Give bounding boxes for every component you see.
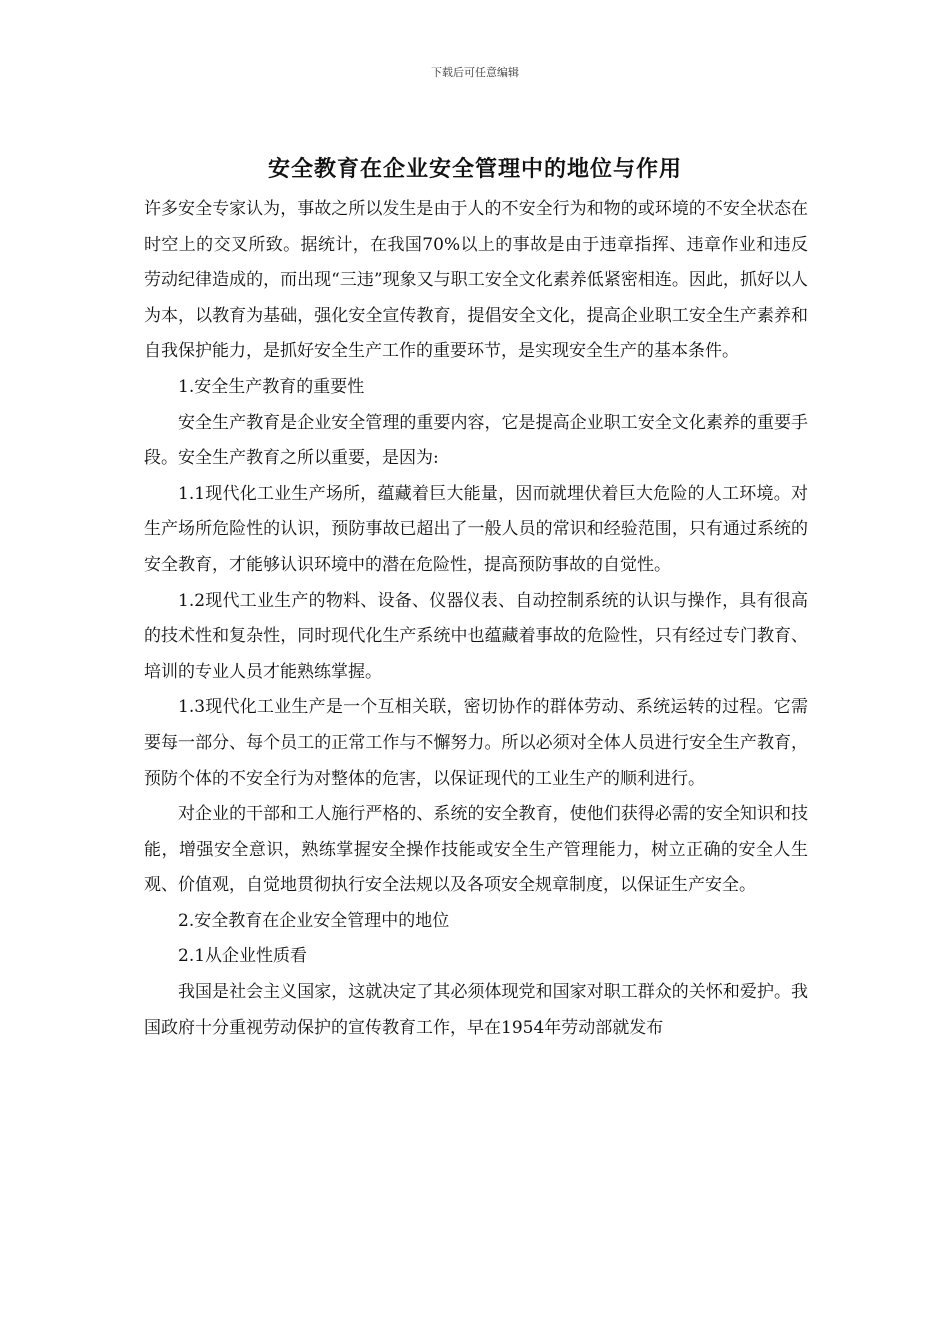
subsection-heading-2-1: 2.1从企业性质看 <box>178 946 308 967</box>
paragraph: 对企业的干部和工人施行严格的、系统的安全教育，使他们获得必需的安全知识和技能，增强安全意识，熟练掌握安全操作技能或安全生产管理能力，树立正确的安全人生观、价值观，自觉地贯彻执行安全法规以及各项安全规章制度，以保证生产安全。 <box>144 804 808 896</box>
paragraph: 1.2现代工业生产的物料、设备、仪器仪表、自动控制系统的认识与操作，具有很高的技术性和复杂性，同时现代化生产系统中也蕴藏着事故的危险性，只有经过专门教育、培训的专业人员才能熟练掌握。 <box>144 590 808 682</box>
section-heading-1: 1.安全生产教育的重要性 <box>178 376 365 397</box>
document-title: 安全教育在企业安全管理中的地位与作用 <box>267 157 682 182</box>
document-body <box>144 192 808 1046</box>
section-heading-2: 2.安全教育在企业安全管理中的地位 <box>178 910 450 931</box>
paragraph: 1.3现代化工业生产是一个互相关联，密切协作的群体劳动、系统运转的过程。它需要每一部分、每个员工的正常工作与不懈努力。所以必须对全体人员进行安全生产教育，预防个体的不安全行为对整体的危害，以保证现代的工业生产的顺利进行。 <box>144 697 808 789</box>
paragraph: 1.1现代化工业生产场所，蕴藏着巨大能量，因而就埋伏着巨大危险的人工环境。对生产场所危险性的认识，预防事故已超出了一般人员的常识和经验范围，只有通过系统的安全教育，才能够认识环境中的潜在危险性，提高预防事故的自觉性。 <box>144 483 808 575</box>
paragraph: 安全生产教育是企业安全管理的重要内容，它是提高企业职工安全文化素养的重要手段。安全生产教育之所以重要，是因为: <box>144 412 808 469</box>
paragraph: 我国是社会主义国家，这就决定了其必须体现党和国家对职工群众的关怀和爱护。我国政府十分重视劳动保护的宣传教育工作，早在1954年劳动部就发布 <box>144 982 808 1038</box>
paragraph-intro: 许多安全专家认为，事故之所以发生是由于人的不安全行为和物的或环境的不安全状态在时空上的交叉所致。据统计，在我国70%以上的事故是由于违章指挥、违章作业和违反劳动纪律造成的，而出现“三违”现象又与职工安全文化素养低紧密相连。因此，抓好以人为本，以教育为基础，强化安全宣传教育，提倡安全文化，提高企业职工安全生产素养和自我保护能力，是抓好安全生产工作的重要环节，是实现安全生产的基本条件。 <box>144 199 808 362</box>
header-note: 下载后可任意编辑 <box>431 66 519 79</box>
